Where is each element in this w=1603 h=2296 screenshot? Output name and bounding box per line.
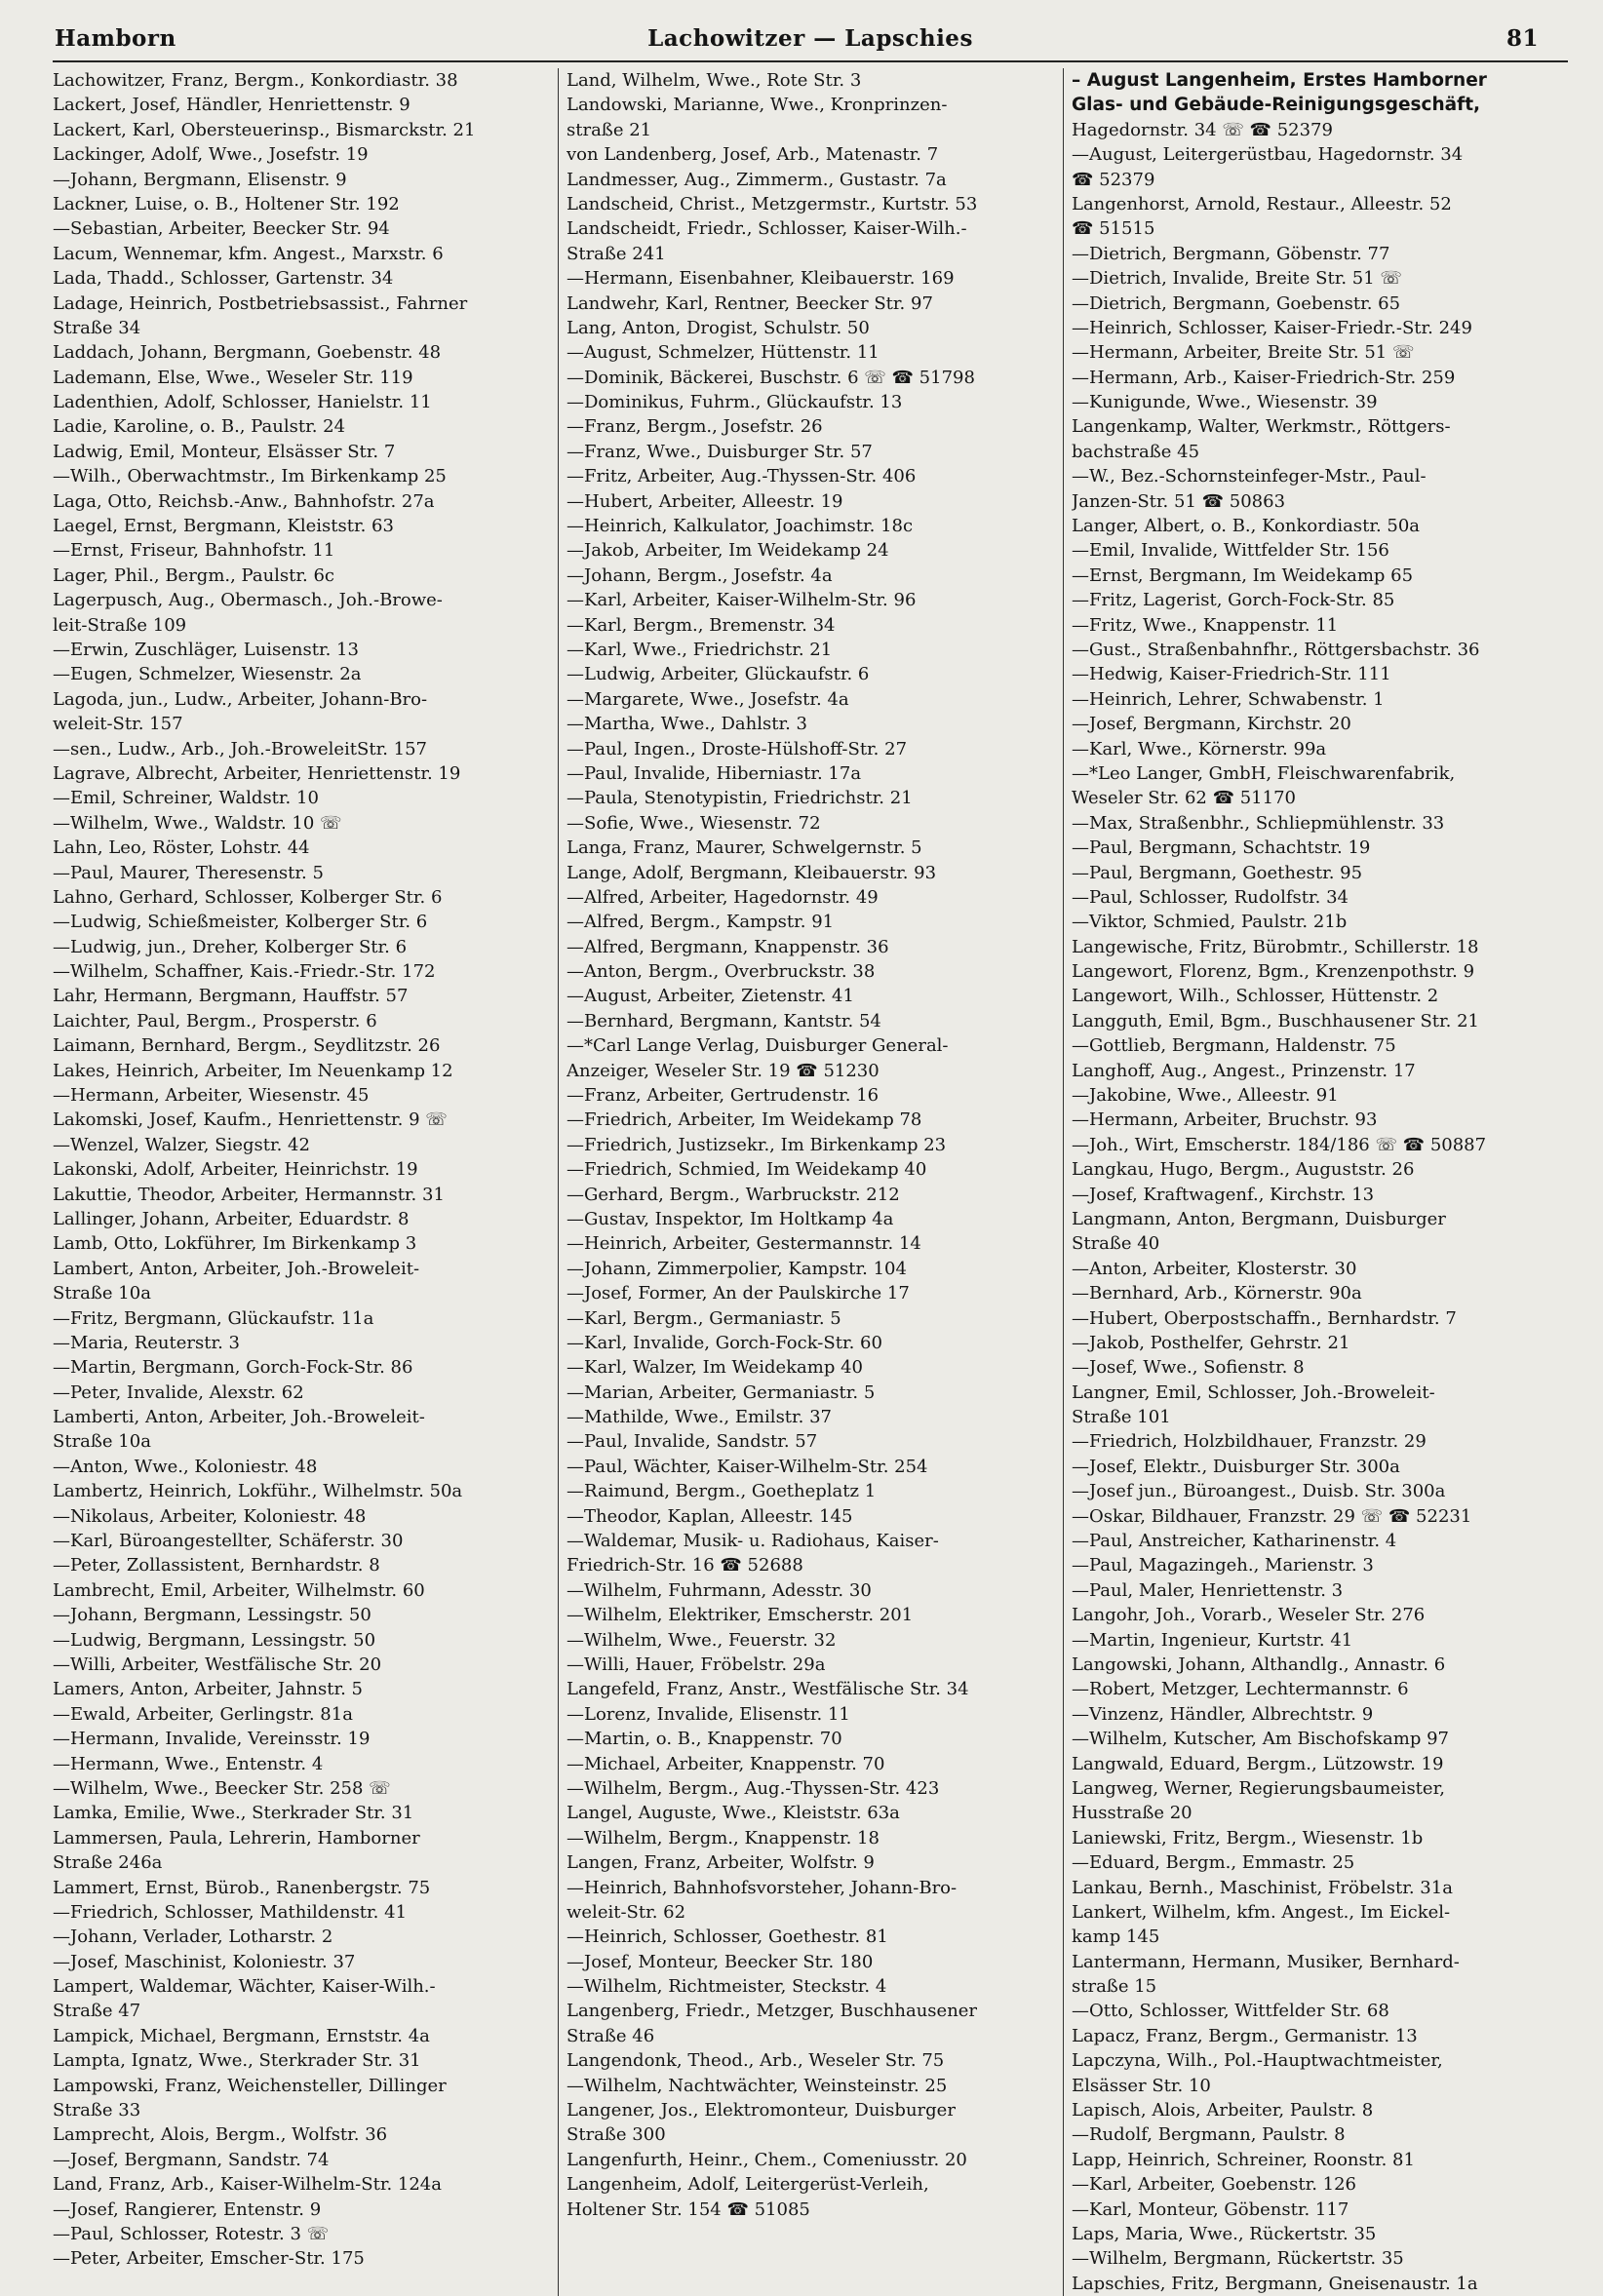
directory-entry-line: —Paul, Invalide, Sandstr. 57 (567, 1431, 818, 1453)
directory-entry-line: Lamers, Anton, Arbeiter, Jahnstr. 5 (53, 1679, 364, 1700)
directory-entry-line: —Mathilde, Wwe., Emilstr. 37 (567, 1407, 833, 1428)
directory-entry-line: —Kunigunde, Wwe., Wiesenstr. 39 (1072, 392, 1378, 413)
directory-entry-line: —Paul, Bergmann, Goethestr. 95 (1072, 862, 1363, 883)
directory-entry-line: Lankert, Wilhelm, kfm. Angest., Im Eickel- (1072, 1901, 1451, 1923)
directory-entry-line: —Josef, Monteur, Beecker Str. 180 (567, 1951, 874, 1972)
directory-entry-line: Friedrich-Str. 16 ☎ 52688 (567, 1555, 803, 1576)
directory-entry-line: Langenkamp, Walter, Werkmstr., Röttgers- (1072, 416, 1451, 438)
directory-entry-line: Straße 46 (567, 2025, 655, 2046)
directory-entry-line: Lamprecht, Alois, Bergm., Wolfstr. 36 (53, 2124, 388, 2146)
directory-entry-line: Lackner, Luise, o. B., Holtener Str. 192 (53, 193, 400, 214)
directory-entry-line: Straße 47 (53, 2001, 141, 2022)
directory-entry-line: —Gottlieb, Bergmann, Haldenstr. 75 (1072, 1035, 1396, 1057)
directory-entry-line: —Gust., Straßenbahnfhr., Röttgersbachstr. 36 (1072, 639, 1480, 660)
directory-entry-line: Langweg, Werner, Regierungsbaumeister, (1072, 1777, 1445, 1799)
directory-entry-line: —Paul, Bergmann, Schachtstr. 19 (1072, 837, 1371, 859)
column-right (1063, 68, 1568, 2296)
directory-entry-line: —Wilhelm, Kutscher, Am Bischofskamp 97 (1072, 1729, 1449, 1750)
header-range: Lachowitzer — Lapschies (647, 25, 973, 52)
directory-entry-line: —Franz, Wwe., Duisburger Str. 57 (567, 441, 873, 462)
directory-entry-line: Langwald, Eduard, Bergm., Lützowstr. 19 (1072, 1753, 1444, 1774)
directory-entry-line: Lapp, Heinrich, Schreiner, Roonstr. 81 (1072, 2149, 1415, 2170)
directory-entry-line: Langefeld, Franz, Anstr., Westfälische Str. 34 (567, 1679, 969, 1700)
directory-entry-line: —Paul, Wächter, Kaiser-Wilhelm-Str. 254 (567, 1456, 928, 1477)
directory-entry-line: Lampta, Ignatz, Wwe., Sterkrader Str. 31 (53, 2050, 421, 2072)
directory-entry-line: —Martin, Bergmann, Gorch-Fock-Str. 86 (53, 1357, 413, 1379)
directory-entry-line: —Johann, Bergmann, Elisenstr. 9 (53, 169, 347, 190)
directory-entry-line: —Karl, Wwe., Friedrichstr. 21 (567, 639, 833, 660)
directory-entry-line: —Josef, Bergmann, Kirchstr. 20 (1072, 714, 1351, 735)
directory-entry-line: —Wilhelm, Wwe., Feuerstr. 32 (567, 1629, 837, 1651)
directory-entry-line: Straße 300 (567, 2124, 666, 2146)
directory-entry-line: Laniewski, Fritz, Bergm., Wiesenstr. 1b (1072, 1827, 1424, 1848)
directory-entry-line: —Jakobine, Wwe., Alleestr. 91 (1072, 1085, 1339, 1107)
directory-entry-line: Laegel, Ernst, Bergmann, Kleiststr. 63 (53, 516, 394, 537)
entry-columns (53, 68, 1568, 2296)
directory-entry-line: —Josef, Elektr., Duisburger Str. 300a (1072, 1456, 1400, 1477)
directory-entry-line: —Ernst, Friseur, Bahnhofstr. 11 (53, 540, 335, 562)
directory-entry-line: —Josef, Kraftwagenf., Kirchstr. 13 (1072, 1184, 1375, 1205)
directory-entry-line: Land, Franz, Arb., Kaiser-Wilhelm-Str. 124a (53, 2174, 442, 2196)
directory-entry-line: —Oskar, Bildhauer, Franzstr. 29 ☏ ☎ 52231 (1072, 1505, 1472, 1527)
directory-entry-line: —Paul, Maurer, Theresenstr. 5 (53, 862, 324, 883)
directory-entry-line: —Max, Straßenbhr., Schliepmühlenstr. 33 (1072, 812, 1445, 834)
directory-entry-line: Elsässer Str. 10 (1072, 2075, 1211, 2096)
directory-entry-line: —*Leo Langer, GmbH, Fleischwarenfabrik, (1072, 762, 1456, 784)
directory-entry-line: Lackinger, Adolf, Wwe., Josefstr. 19 (53, 144, 369, 166)
directory-entry-line: —Peter, Invalide, Alexstr. 62 (53, 1381, 304, 1403)
directory-entry-line: Lampert, Waldemar, Wächter, Kaiser-Wilh.- (53, 1976, 436, 1998)
directory-entry-line: Ladenthien, Adolf, Schlosser, Hanielstr. 11 (53, 392, 432, 413)
directory-entry-line: —Dominik, Bäckerei, Buschstr. 6 ☏ ☎ 51798 (567, 367, 975, 388)
directory-entry-line: —Wilhelm, Wwe., Beecker Str. 258 ☏ (53, 1777, 391, 1799)
directory-entry-line: Langewort, Florenz, Bgm., Krenzenpothstr. 9 (1072, 961, 1475, 983)
directory-entry-line: —Willi, Hauer, Fröbelstr. 29a (567, 1654, 826, 1675)
directory-entry-line: leit-Straße 109 (53, 614, 187, 636)
directory-entry-line: —Johann, Bergmann, Lessingstr. 50 (53, 1605, 371, 1626)
directory-entry-line: —Nikolaus, Arbeiter, Koloniestr. 48 (53, 1505, 367, 1527)
directory-entry-line: —Karl, Monteur, Göbenstr. 117 (1072, 2199, 1349, 2220)
directory-entry-line: Anzeiger, Weseler Str. 19 ☎ 51230 (567, 1060, 880, 1081)
directory-entry-line: Langewische, Fritz, Bürobmtr., Schillerstr. 18 (1072, 936, 1479, 957)
directory-entry-line: —Wilhelm, Fuhrmann, Adesstr. 30 (567, 1579, 872, 1601)
directory-entry-line: Lachowitzer, Franz, Bergm., Konkordiastr. 38 (53, 70, 458, 91)
directory-entry-line: —*Carl Lange Verlag, Duisburger General- (567, 1035, 949, 1057)
directory-entry-line: —Friedrich, Justizsekr., Im Birkenkamp 23 (567, 1134, 947, 1155)
column-middle (558, 68, 1063, 2296)
directory-entry-line: —Robert, Metzger, Lechtermannstr. 6 (1072, 1679, 1409, 1700)
directory-entry-line: Lahr, Hermann, Bergmann, Hauffstr. 57 (53, 986, 409, 1007)
directory-entry-line: Lahn, Leo, Röster, Lohstr. 44 (53, 837, 310, 859)
directory-entry-line: —Hermann, Wwe., Entenstr. 4 (53, 1753, 324, 1774)
directory-entry-line: —August, Leitergerüstbau, Hagedornstr. 34 (1072, 144, 1464, 166)
directory-entry-line: —Wenzel, Walzer, Siegstr. 42 (53, 1134, 310, 1155)
directory-entry-line: Langenheim, Adolf, Leitergerüst-Verleih, (567, 2174, 929, 2196)
directory-entry-line: —Wilhelm, Bergm., Knappenstr. 18 (567, 1827, 880, 1848)
directory-entry-line: —Hubert, Arbeiter, Alleestr. 19 (567, 490, 843, 512)
directory-entry-line: —sen., Ludw., Arb., Joh.-BroweleitStr. 157 (53, 738, 428, 759)
header-city: Hamborn (55, 25, 176, 52)
directory-entry-line: —Ludwig, Schießmeister, Kolberger Str. 6 (53, 912, 428, 933)
directory-entry-line: —Martin, Ingenieur, Kurtstr. 41 (1072, 1629, 1353, 1651)
directory-entry-line: —Josef, Wwe., Sofienstr. 8 (1072, 1357, 1305, 1379)
directory-entry-line: —Heinrich, Schlosser, Goethestr. 81 (567, 1926, 888, 1948)
directory-entry-line: —Karl, Büroangestellter, Schäferstr. 30 (53, 1531, 404, 1552)
directory-entry-line: —Heinrich, Kalkulator, Joachimstr. 18c (567, 516, 914, 537)
directory-entry-line: —Heinrich, Arbeiter, Gestermannstr. 14 (567, 1233, 921, 1255)
directory-entry-line: —Paul, Invalide, Hiberniastr. 17a (567, 762, 862, 784)
directory-entry-line: Lampowski, Franz, Weichensteller, Dillinger (53, 2075, 447, 2096)
directory-entry-line: Langendonk, Theod., Arb., Weseler Str. 75 (567, 2050, 945, 2072)
directory-entry-line: Straße 33 (53, 2100, 141, 2121)
directory-entry-line: —Heinrich, Lehrer, Schwabenstr. 1 (1072, 688, 1385, 710)
directory-entry-line: —Josef, Former, An der Paulskirche 17 (567, 1283, 910, 1304)
directory-entry-line: Langmann, Anton, Bergmann, Duisburger (1072, 1208, 1446, 1229)
directory-entry-line: —Wilhelm, Wwe., Waldstr. 10 ☏ (53, 812, 342, 834)
directory-entry-line: —August, Arbeiter, Zietenstr. 41 (567, 986, 854, 1007)
directory-entry-line: —Ewald, Arbeiter, Gerlingstr. 81a (53, 1703, 353, 1725)
directory-entry-line: Lakuttie, Theodor, Arbeiter, Hermannstr. 31 (53, 1184, 445, 1205)
directory-entry-line: Langhoff, Aug., Angest., Prinzenstr. 17 (1072, 1060, 1416, 1081)
directory-entry-line: —Eugen, Schmelzer, Wiesenstr. 2a (53, 664, 362, 685)
page-number: 81 (1505, 25, 1539, 52)
directory-entry-line: Laga, Otto, Reichsb.-Anw., Bahnhofstr. 27a (53, 490, 435, 512)
directory-entry-line: —Dietrich, Invalide, Breite Str. 51 ☏ (1072, 268, 1402, 290)
directory-entry-line: —Maria, Reuterstr. 3 (53, 1332, 240, 1353)
directory-entry-line: —Wilhelm, Elektriker, Emscherstr. 201 (567, 1605, 914, 1626)
directory-entry-line: Weseler Str. 62 ☎ 51170 (1072, 788, 1296, 809)
directory-entry-line: —Franz, Bergm., Josefstr. 26 (567, 416, 823, 438)
directory-entry-line: Langenfurth, Heinr., Chem., Comeniusstr. 20 (567, 2149, 967, 2170)
directory-entry-line: —Eduard, Bergm., Emmastr. 25 (1072, 1852, 1355, 1874)
directory-entry-line: —Fritz, Lagerist, Gorch-Fock-Str. 85 (1072, 590, 1395, 611)
directory-entry-line: Landscheidt, Friedr., Schlosser, Kaiser-Wilh.- (567, 218, 967, 240)
directory-entry-line: —Peter, Arbeiter, Emscher-Str. 175 (53, 2248, 365, 2270)
directory-entry-line: Lapschies, Fritz, Bergmann, Gneisenaustr. 1a (1072, 2273, 1478, 2294)
directory-entry-line: —Paul, Magazingeh., Marienstr. 3 (1072, 1555, 1374, 1576)
directory-entry-line: —Hermann, Eisenbahner, Kleibauerstr. 169 (567, 268, 955, 290)
directory-entry-line: —Johann, Bergm., Josefstr. 4a (567, 564, 833, 586)
directory-entry-line: —Josef, Rangierer, Entenstr. 9 (53, 2199, 322, 2220)
directory-entry-line: —Theodor, Kaplan, Alleestr. 145 (567, 1505, 853, 1527)
directory-entry-line: Husstraße 20 (1072, 1803, 1192, 1824)
directory-entry-line: —Bernhard, Arb., Körnerstr. 90a (1072, 1283, 1362, 1304)
directory-entry-line: —Karl, Invalide, Gorch-Fock-Str. 60 (567, 1332, 882, 1353)
directory-entry-line: —Paul, Schlosser, Rudolfstr. 34 (1072, 886, 1349, 908)
directory-entry-line: —Wilh., Oberwachtmstr., Im Birkenkamp 25 (53, 466, 447, 487)
directory-entry-line: —W., Bez.-Schornsteinfeger-Mstr., Paul- (1072, 466, 1427, 487)
directory-entry-line: Straße 40 (1072, 1233, 1160, 1255)
directory-entry-line: Langer, Albert, o. B., Konkordiastr. 50a (1072, 516, 1421, 537)
directory-entry-line: Langewort, Wilh., Schlosser, Hüttenstr. 2 (1072, 986, 1439, 1007)
directory-entry-line: —Hermann, Arb., Kaiser-Friedrich-Str. 259 (1072, 367, 1456, 388)
directory-entry-line: Laichter, Paul, Bergm., Prosperstr. 6 (53, 1010, 377, 1031)
directory-entry-line: —Gerhard, Bergm., Warbruckstr. 212 (567, 1184, 900, 1205)
directory-entry-line: —Ludwig, Arbeiter, Glückaufstr. 6 (567, 664, 870, 685)
directory-entry-line: —Heinrich, Schlosser, Kaiser-Friedr.-Str. 249 (1072, 317, 1472, 338)
directory-entry-line: —Emil, Schreiner, Waldstr. 10 (53, 788, 319, 809)
directory-entry-line: Holtener Str. 154 ☎ 51085 (567, 2199, 810, 2220)
directory-entry-line: —Fritz, Bergmann, Glückaufstr. 11a (53, 1307, 374, 1329)
directory-entry-line: —Joh., Wirt, Emscherstr. 184/186 ☏ ☎ 50887 (1072, 1134, 1487, 1155)
directory-entry-line: —Jakob, Arbeiter, Im Weidekamp 24 (567, 540, 889, 562)
directory-entry-line: —Wilhelm, Bergm., Aug.-Thyssen-Str. 423 (567, 1777, 940, 1799)
directory-entry-line: —Paul, Maler, Henriettenstr. 3 (1072, 1579, 1344, 1601)
directory-entry-line: Lammersen, Paula, Lehrerin, Hamborner (53, 1827, 420, 1848)
directory-entry-line: Lammert, Ernst, Bürob., Ranenbergstr. 75 (53, 1877, 431, 1898)
directory-entry-line: bachstraße 45 (1072, 441, 1200, 462)
directory-entry-line: —Raimund, Bergm., Goetheplatz 1 (567, 1481, 877, 1502)
directory-entry-line: Lapacz, Franz, Bergm., Germanistr. 13 (1072, 2025, 1418, 2046)
directory-entry-line: Straße 10a (53, 1431, 151, 1453)
directory-entry-line: —Jakob, Posthelfer, Gehrstr. 21 (1072, 1332, 1350, 1353)
directory-entry-line: —Erwin, Zuschläger, Luisenstr. 13 (53, 639, 359, 660)
directory-entry-line: —Hermann, Arbeiter, Bruchstr. 93 (1072, 1109, 1378, 1131)
directory-entry-line: von Landenberg, Josef, Arb., Matenastr. 7 (567, 144, 939, 166)
directory-entry-line: —Karl, Walzer, Im Weidekamp 40 (567, 1357, 863, 1379)
directory-entry-line: Glas- und Gebäude-Reinigungsgeschäft, (1072, 95, 1481, 116)
directory-entry-line: Straße 101 (1072, 1407, 1171, 1428)
directory-entry-line: Straße 10a (53, 1283, 151, 1304)
directory-entry-line: —Wilhelm, Nachtwächter, Weinsteinstr. 25 (567, 2075, 948, 2096)
directory-entry-line: —Paula, Stenotypistin, Friedrichstr. 21 (567, 788, 913, 809)
directory-entry-line: Langenberg, Friedr., Metzger, Buschhausener (567, 2001, 978, 2022)
directory-entry-line: —Friedrich, Arbeiter, Im Weidekamp 78 (567, 1109, 922, 1131)
directory-entry-line: – August Langenheim, Erstes Hamborner (1072, 70, 1487, 91)
directory-entry-line: Landscheid, Christ., Metzgermstr., Kurtstr. 53 (567, 193, 978, 214)
directory-entry-line: —Paul, Schlosser, Rotestr. 3 ☏ (53, 2223, 330, 2244)
directory-entry-line: —Wilhelm, Bergmann, Rückertstr. 35 (1072, 2248, 1404, 2270)
directory-entry-line: —Willi, Arbeiter, Westfälische Str. 20 (53, 1654, 382, 1675)
directory-entry-line: Lang, Anton, Drogist, Schulstr. 50 (567, 317, 870, 338)
directory-entry-line: Land, Wilhelm, Wwe., Rote Str. 3 (567, 70, 862, 91)
directory-entry-line: —Peter, Zollassistent, Bernhardstr. 8 (53, 1555, 380, 1576)
directory-entry-line: —Karl, Arbeiter, Kaiser-Wilhelm-Str. 96 (567, 590, 917, 611)
directory-entry-line: Lada, Thadd., Schlosser, Gartenstr. 34 (53, 268, 394, 290)
directory-entry-line: —Waldemar, Musik- u. Radiohaus, Kaiser- (567, 1531, 939, 1552)
directory-entry-line: —Ludwig, jun., Dreher, Kolberger Str. 6 (53, 936, 408, 957)
directory-entry-line: —Franz, Arbeiter, Gertrudenstr. 16 (567, 1085, 880, 1107)
directory-entry-line: —Viktor, Schmied, Paulstr. 21b (1072, 912, 1348, 933)
directory-entry-line: Lapczyna, Wilh., Pol.-Hauptwachtmeister, (1072, 2050, 1443, 2072)
directory-entry-line: —Fritz, Wwe., Knappenstr. 11 (1072, 614, 1339, 636)
directory-entry-line: —Friedrich, Schmied, Im Weidekamp 40 (567, 1159, 927, 1181)
directory-entry-line: Lambertz, Heinrich, Lokführ., Wilhelmstr. 50a (53, 1481, 463, 1502)
directory-entry-line: —Johann, Verlader, Lotharstr. 2 (53, 1926, 333, 1948)
directory-entry-line: —Marian, Arbeiter, Germaniastr. 5 (567, 1381, 876, 1403)
directory-entry-line: —Friedrich, Schlosser, Mathildenstr. 41 (53, 1901, 408, 1923)
directory-entry-line: —Hermann, Arbeiter, Wiesenstr. 45 (53, 1085, 370, 1107)
directory-entry-line: Lagerpusch, Aug., Obermasch., Joh.-Browe- (53, 590, 443, 611)
directory-entry-line: —Otto, Schlosser, Wittfelder Str. 68 (1072, 2001, 1389, 2022)
directory-entry-line: Langner, Emil, Schlosser, Joh.-Broweleit- (1072, 1381, 1435, 1403)
directory-entry-line: —Heinrich, Bahnhofsvorsteher, Johann-Bro- (567, 1877, 958, 1898)
directory-entry-line: Landmesser, Aug., Zimmerm., Gustastr. 7a (567, 169, 947, 190)
directory-entry-line: —Gustav, Inspektor, Im Holtkamp 4a (567, 1208, 894, 1229)
directory-entry-line: —Margarete, Wwe., Josefstr. 4a (567, 688, 849, 710)
directory-entry-line: ☎ 51515 (1072, 218, 1155, 240)
directory-entry-line: Lapisch, Alois, Arbeiter, Paulstr. 8 (1072, 2100, 1374, 2121)
directory-entry-line: —Karl, Wwe., Körnerstr. 99a (1072, 738, 1327, 759)
directory-entry-line: Langowski, Johann, Althandlg., Annastr. 6 (1072, 1654, 1446, 1675)
directory-entry-line: Laps, Maria, Wwe., Rückertstr. 35 (1072, 2223, 1377, 2244)
directory-entry-line: —Josef, Maschinist, Koloniestr. 37 (53, 1951, 356, 1972)
directory-entry-line: —Paul, Anstreicher, Katharinenstr. 4 (1072, 1531, 1397, 1552)
directory-entry-line: Lantermann, Hermann, Musiker, Bernhard- (1072, 1951, 1460, 1972)
directory-entry-line: Ladie, Karoline, o. B., Paulstr. 24 (53, 416, 346, 438)
directory-entry-line: straße 21 (567, 119, 652, 140)
directory-entry-line: Langen, Franz, Arbeiter, Wolfstr. 9 (567, 1852, 875, 1874)
directory-entry-line: Lagoda, jun., Ludw., Arbeiter, Johann-Bro- (53, 688, 428, 710)
directory-entry-line: —Martha, Wwe., Dahlstr. 3 (567, 714, 807, 735)
directory-entry-line: Lademann, Else, Wwe., Weseler Str. 119 (53, 367, 413, 388)
directory-entry-line: —Friedrich, Holzbildhauer, Franzstr. 29 (1072, 1431, 1427, 1453)
directory-entry-line: —Paul, Ingen., Droste-Hülshoff-Str. 27 (567, 738, 908, 759)
directory-entry-line: —Vinzenz, Händler, Albrechtstr. 9 (1072, 1703, 1374, 1725)
directory-entry-line: Lakes, Heinrich, Arbeiter, Im Neuenkamp 12 (53, 1060, 453, 1081)
column-left (53, 68, 558, 2296)
directory-entry-line: Lakonski, Adolf, Arbeiter, Heinrichstr. 19 (53, 1159, 418, 1181)
directory-entry-line: Straße 34 (53, 317, 141, 338)
directory-entry-line: —Ludwig, Bergmann, Lessingstr. 50 (53, 1629, 376, 1651)
directory-entry-line: Lallinger, Johann, Arbeiter, Eduardstr. 8 (53, 1208, 410, 1229)
directory-entry-line: —Fritz, Arbeiter, Aug.-Thyssen-Str. 406 (567, 466, 917, 487)
directory-entry-line: Lambrecht, Emil, Arbeiter, Wilhelmstr. 60 (53, 1579, 425, 1601)
directory-entry-line: —Hermann, Invalide, Vereinsstr. 19 (53, 1729, 371, 1750)
directory-entry-line: kamp 145 (1072, 1926, 1160, 1948)
directory-entry-line: —Wilhelm, Schaffner, Kais.-Friedr.-Str. 172 (53, 961, 436, 983)
directory-entry-line: —Hubert, Oberpostschaffn., Bernhardstr. 7 (1072, 1307, 1457, 1329)
directory-entry-line: Langguth, Emil, Bgm., Buschhausener Str. 21 (1072, 1010, 1479, 1031)
directory-entry-line: Lackert, Josef, Händler, Henriettenstr. 9 (53, 95, 411, 116)
directory-entry-line: —August, Schmelzer, Hüttenstr. 11 (567, 342, 880, 364)
directory-entry-line: Langenhorst, Arnold, Restaur., Alleestr. 52 (1072, 193, 1452, 214)
directory-entry-line: Janzen-Str. 51 ☎ 50863 (1072, 490, 1286, 512)
directory-entry-line: —Josef jun., Büroangest., Duisb. Str. 300a (1072, 1481, 1446, 1502)
directory-entry-line: —Karl, Bergm., Bremenstr. 34 (567, 614, 836, 636)
directory-entry-line: Laddach, Johann, Bergmann, Goebenstr. 48 (53, 342, 442, 364)
directory-entry-line: Lamb, Otto, Lokführer, Im Birkenkamp 3 (53, 1233, 417, 1255)
directory-entry-line: —Hermann, Arbeiter, Breite Str. 51 ☏ (1072, 342, 1415, 364)
directory-entry-line: Hagedornstr. 34 ☏ ☎ 52379 (1072, 119, 1333, 140)
directory-entry-line: —Sofie, Wwe., Wiesenstr. 72 (567, 812, 821, 834)
directory-entry-line: Langkau, Hugo, Bergm., Auguststr. 26 (1072, 1159, 1415, 1181)
directory-entry-line: —Sebastian, Arbeiter, Beecker Str. 94 (53, 218, 390, 240)
directory-entry-line: Landwehr, Karl, Rentner, Beecker Str. 97 (567, 292, 933, 314)
directory-entry-line: weleit-Str. 62 (567, 1901, 686, 1923)
directory-entry-line: Langel, Auguste, Wwe., Kleiststr. 63a (567, 1803, 900, 1824)
directory-entry-line: straße 15 (1072, 1976, 1157, 1998)
directory-entry-line: Straße 241 (567, 243, 666, 264)
directory-entry-line: weleit-Str. 157 (53, 714, 183, 735)
directory-entry-line: Lakomski, Josef, Kaufm., Henriettenstr. 9 ☏ (53, 1109, 448, 1131)
directory-entry-line: Langa, Franz, Maurer, Schwelgernstr. 5 (567, 837, 922, 859)
directory-entry-line: Straße 246a (53, 1852, 163, 1874)
directory-entry-line: —Josef, Bergmann, Sandstr. 74 (53, 2149, 330, 2170)
directory-entry-line: Langohr, Joh., Vorarb., Weseler Str. 276 (1072, 1605, 1426, 1626)
page-header (53, 21, 1568, 62)
directory-entry-line: Lager, Phil., Bergm., Paulstr. 6c (53, 564, 335, 586)
directory-entry-line: —Anton, Wwe., Koloniestr. 48 (53, 1456, 318, 1477)
directory-entry-line: Lamka, Emilie, Wwe., Sterkrader Str. 31 (53, 1803, 414, 1824)
directory-entry-line: Ladage, Heinrich, Postbetriebsassist., Fahrner (53, 292, 468, 314)
directory-entry-line: —Emil, Invalide, Wittfelder Str. 156 (1072, 540, 1389, 562)
directory-entry-line: Lange, Adolf, Bergmann, Kleibauerstr. 93 (567, 862, 937, 883)
directory-entry-line: —Dietrich, Bergmann, Goebenstr. 65 (1072, 292, 1401, 314)
directory-entry-line: —Martin, o. B., Knappenstr. 70 (567, 1729, 842, 1750)
directory-entry-line: —Alfred, Bergm., Kampstr. 91 (567, 912, 835, 933)
directory-entry-line: —Johann, Zimmerpolier, Kampstr. 104 (567, 1258, 907, 1279)
directory-entry-line: Langener, Jos., Elektromonteur, Duisburger (567, 2100, 956, 2121)
directory-entry-line: ☎ 52379 (1072, 169, 1155, 190)
directory-entry-line: —Alfred, Bergmann, Knappenstr. 36 (567, 936, 889, 957)
directory-entry-line: —Dominikus, Fuhrm., Glückaufstr. 13 (567, 392, 903, 413)
directory-entry-line: Lambert, Anton, Arbeiter, Joh.-Broweleit- (53, 1258, 420, 1279)
directory-entry-line: Lampick, Michael, Bergmann, Ernststr. 4a (53, 2025, 430, 2046)
directory-entry-line: Lagrave, Albrecht, Arbeiter, Henriettenstr. 19 (53, 762, 461, 784)
directory-entry-line: —Anton, Arbeiter, Klosterstr. 30 (1072, 1258, 1357, 1279)
directory-entry-line: —Dietrich, Bergmann, Göbenstr. 77 (1072, 243, 1390, 264)
directory-entry-line: —Rudolf, Bergmann, Paulstr. 8 (1072, 2124, 1346, 2146)
directory-entry-line: —Bernhard, Bergmann, Kantstr. 54 (567, 1010, 881, 1031)
directory-entry-line: —Michael, Arbeiter, Knappenstr. 70 (567, 1753, 885, 1774)
directory-entry-line: —Karl, Arbeiter, Goebenstr. 126 (1072, 2174, 1357, 2196)
directory-entry-line: —Hedwig, Kaiser-Friedrich-Str. 111 (1072, 664, 1391, 685)
directory-entry-line: —Ernst, Bergmann, Im Weidekamp 65 (1072, 564, 1414, 586)
directory-entry-line: Ladwig, Emil, Monteur, Elsässer Str. 7 (53, 441, 396, 462)
directory-entry-line: Lamberti, Anton, Arbeiter, Joh.-Broweleit- (53, 1407, 425, 1428)
directory-entry-line: —Lorenz, Invalide, Elisenstr. 11 (567, 1703, 850, 1725)
directory-entry-line: Laimann, Bernhard, Bergm., Seydlitzstr. 26 (53, 1035, 441, 1057)
directory-entry-line: Landowski, Marianne, Wwe., Kronprinzen- (567, 95, 948, 116)
directory-entry-line: Lacum, Wennemar, kfm. Angest., Marxstr. 6 (53, 243, 444, 264)
directory-entry-line: —Karl, Bergm., Germaniastr. 5 (567, 1307, 841, 1329)
directory-entry-line: Lahno, Gerhard, Schlosser, Kolberger Str. 6 (53, 886, 443, 908)
directory-entry-line: —Alfred, Arbeiter, Hagedornstr. 49 (567, 886, 879, 908)
directory-entry-line: Lankau, Bernh., Maschinist, Fröbelstr. 31a (1072, 1877, 1453, 1898)
directory-entry-line: Lackert, Karl, Obersteuerinsp., Bismarckstr. 21 (53, 119, 476, 140)
directory-entry-line: —Wilhelm, Richtmeister, Steckstr. 4 (567, 1976, 887, 1998)
directory-entry-line: —Anton, Bergm., Overbruckstr. 38 (567, 961, 876, 983)
